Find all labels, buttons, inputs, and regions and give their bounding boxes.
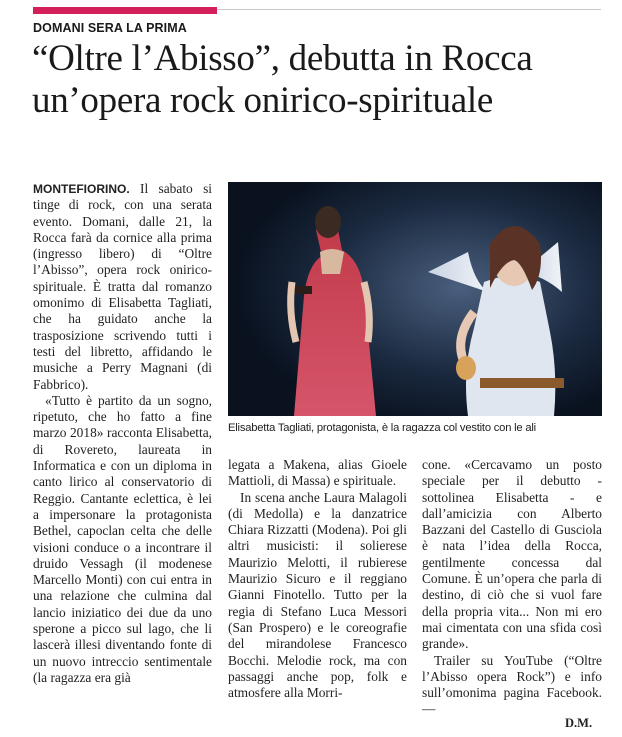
article-column-2 (228, 457, 407, 701)
section-accent-bar (33, 7, 217, 14)
paragraph-text: Il sabato si tinge di rock, con una serata evento. Domani, dalle 21, la Rocca farà da cornice alla prima (ingresso libero) di “Oltre l’Abisso”, opera rock onirico-spirituale. È tratta dal romanzo omonimo di Elisabetta Tagliati, che ha guidato anche la trasposizione scrivendo tutti i testi del libretto, affidando le musiche a Perry Magnani (di Fabbrico). (33, 181, 212, 392)
paragraph: In scena anche Laura Malagoli (di Medolla) e la danzatrice Chiara Rizzatti (Modena). Poi gli altri musicisti: il solierese Maurizio Melotti, il rubierese Maurizio Sicuro e il reggiano Gianni Finotello. Tutto per la regia di Stefano Luca Messori (San Prospero) e le coreografie del mirandolese Francesco Bocchi. Melodie rock, ma con passaggi anche pop, folk e atmosfere alla Morri- (228, 489, 407, 701)
paragraph: Trailer su YouTube (“Oltre l’Abisso opera Rock”) e info sull’omonima pagina Facebook. — (422, 652, 602, 717)
paragraph: legata a Makena, alias Gioele Mattioli, di Massa) e spirituale. (228, 457, 407, 489)
article-photo (228, 182, 602, 416)
stage-scene-image (228, 182, 602, 416)
article-column-3 (422, 457, 602, 718)
dateline: MONTEFIORINO. (33, 182, 130, 196)
headline-line-1: “Oltre l’Abisso”, debutta in Rocca (32, 38, 533, 79)
paragraph: cone. «Cercavamo un posto speciale per il debutto - sottolinea Elisabetta - e dall’amicizia con Alberto Bazzani del Castello di Gusciola è nata l’idea della Rocca, gentilmente concessa dal Comune. È un’opera che parla di destino, di ciò che si vuol fare della propria vita... Non mi ero mai cimentata con una sfida così grande». (422, 457, 602, 652)
photo-caption: Elisabetta Tagliati, protagonista, è la ragazza col vestito con le ali (228, 422, 536, 434)
article-column-1 (33, 181, 212, 686)
kicker: DOMANI SERA LA PRIMA (33, 21, 187, 35)
headline-line-2: un’opera rock onirico-spirituale (32, 80, 493, 121)
paragraph (33, 181, 212, 393)
headline (32, 38, 612, 122)
paragraph: «Tutto è partito da un sogno, ripetuto, che ho fatto a fine marzo 2018» racconta Elisabetta, di Rovereto, laureata in Informatica e con un diploma in canto lirico al conservatorio di Reggio. Cantante eclettica, è lei a impersonare la protagonista Bethel, capoclan celta che delle visioni conduce o a incontrare il druido Vessagh (il modenese Marcello Monti) con cui entra in una relazione che culmina dal lancio iniziatico dei due da uno sperone a picco sul lago, che li lascerà illesi diventando fonte di un nuovo intreccio sentimentale (la ragazza era già (33, 392, 212, 685)
author-signature: D.M. (565, 716, 593, 730)
